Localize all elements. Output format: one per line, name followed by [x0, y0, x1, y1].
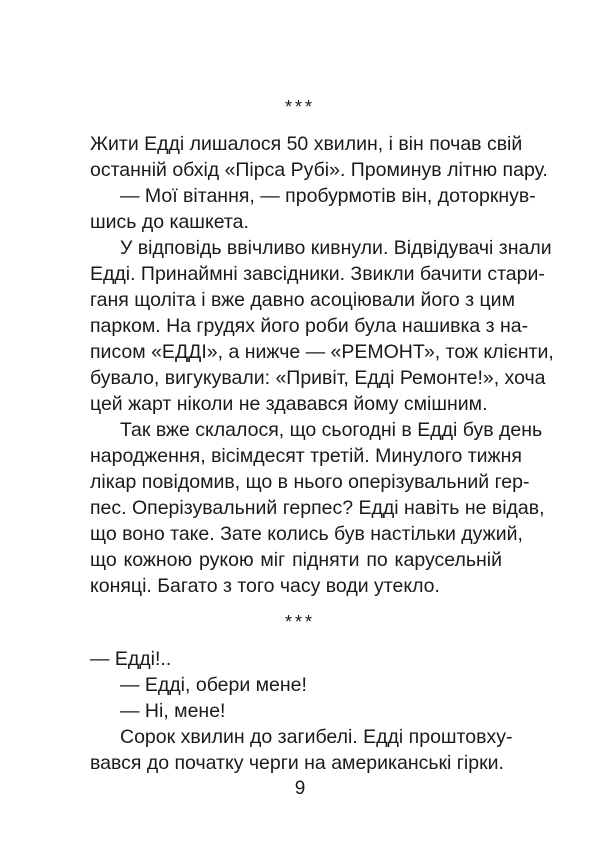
- paragraph-3-line-4: парком. На грудях його роби була нашивка з на-: [90, 315, 529, 337]
- paragraph-3-line-3: ганя щоліта і вже давно асоціювали його з цим: [90, 289, 515, 311]
- paragraph-4-line-2: народження, вісімдесят третій. Минулого тижня: [90, 445, 522, 467]
- paragraph-4-line-4: пес. Оперізувальний герпес? Едді навіть не відав,: [90, 497, 545, 519]
- paragraph-3-line-5: писом «ЕДДІ», а нижче — «РЕМОНТ», тож клієнти,: [90, 341, 554, 363]
- page-number: 9: [294, 778, 306, 799]
- paragraph-5-line-1: Сорок хвилин до загибелі. Едді проштовху-: [120, 726, 513, 748]
- section-separator-top: ***: [284, 97, 315, 117]
- paragraph-4-line-1: Так вже склалося, що сьогодні в Едді був день: [120, 419, 543, 441]
- paragraph-3-line-6: бувало, вигукували: «Привіт, Едді Ремонте!», хоча: [90, 367, 546, 389]
- dialogue-line-2: — Едді, обери мене!: [120, 674, 307, 696]
- paragraph-3-line-7: цей жарт ніколи не здавався йому смішним.: [90, 393, 488, 415]
- paragraph-4-line-3: лікар повідомив, що в нього оперізувальний гер-: [90, 471, 530, 493]
- paragraph-4-line-7: коняці. Багато з того часу води утекло.: [90, 575, 440, 597]
- paragraph-1-line-2: останній обхід «Пірса Рубі». Проминув літню пару.: [90, 159, 548, 181]
- section-separator-middle: ***: [284, 612, 315, 632]
- paragraph-3-line-1: У відповідь ввічливо кивнули. Відвідувачі знали: [120, 237, 552, 259]
- paragraph-3-line-2: Едді. Принаймні завсідники. Звикли бачити стари-: [90, 263, 545, 285]
- dialogue-line-3: — Ні, мене!: [120, 700, 226, 722]
- paragraph-5-line-2: вався до початку черги на американські гірки.: [90, 752, 504, 774]
- paragraph-1-line-1: Жити Едді лишалося 50 хвилин, і він почав свій: [90, 133, 523, 155]
- paragraph-2-line-1: — Мої вітання, — пробурмотів він, доторкнув-: [120, 185, 536, 207]
- paragraph-4-line-6: що кожною рукою міг підняти по карусельній: [90, 549, 502, 571]
- paragraph-2-line-2: шись до кашкета.: [90, 211, 249, 233]
- paragraph-4-line-5: що воно таке. Зате колись був настільки дужий,: [90, 523, 523, 545]
- dialogue-line-1: — Едді!..: [90, 648, 172, 670]
